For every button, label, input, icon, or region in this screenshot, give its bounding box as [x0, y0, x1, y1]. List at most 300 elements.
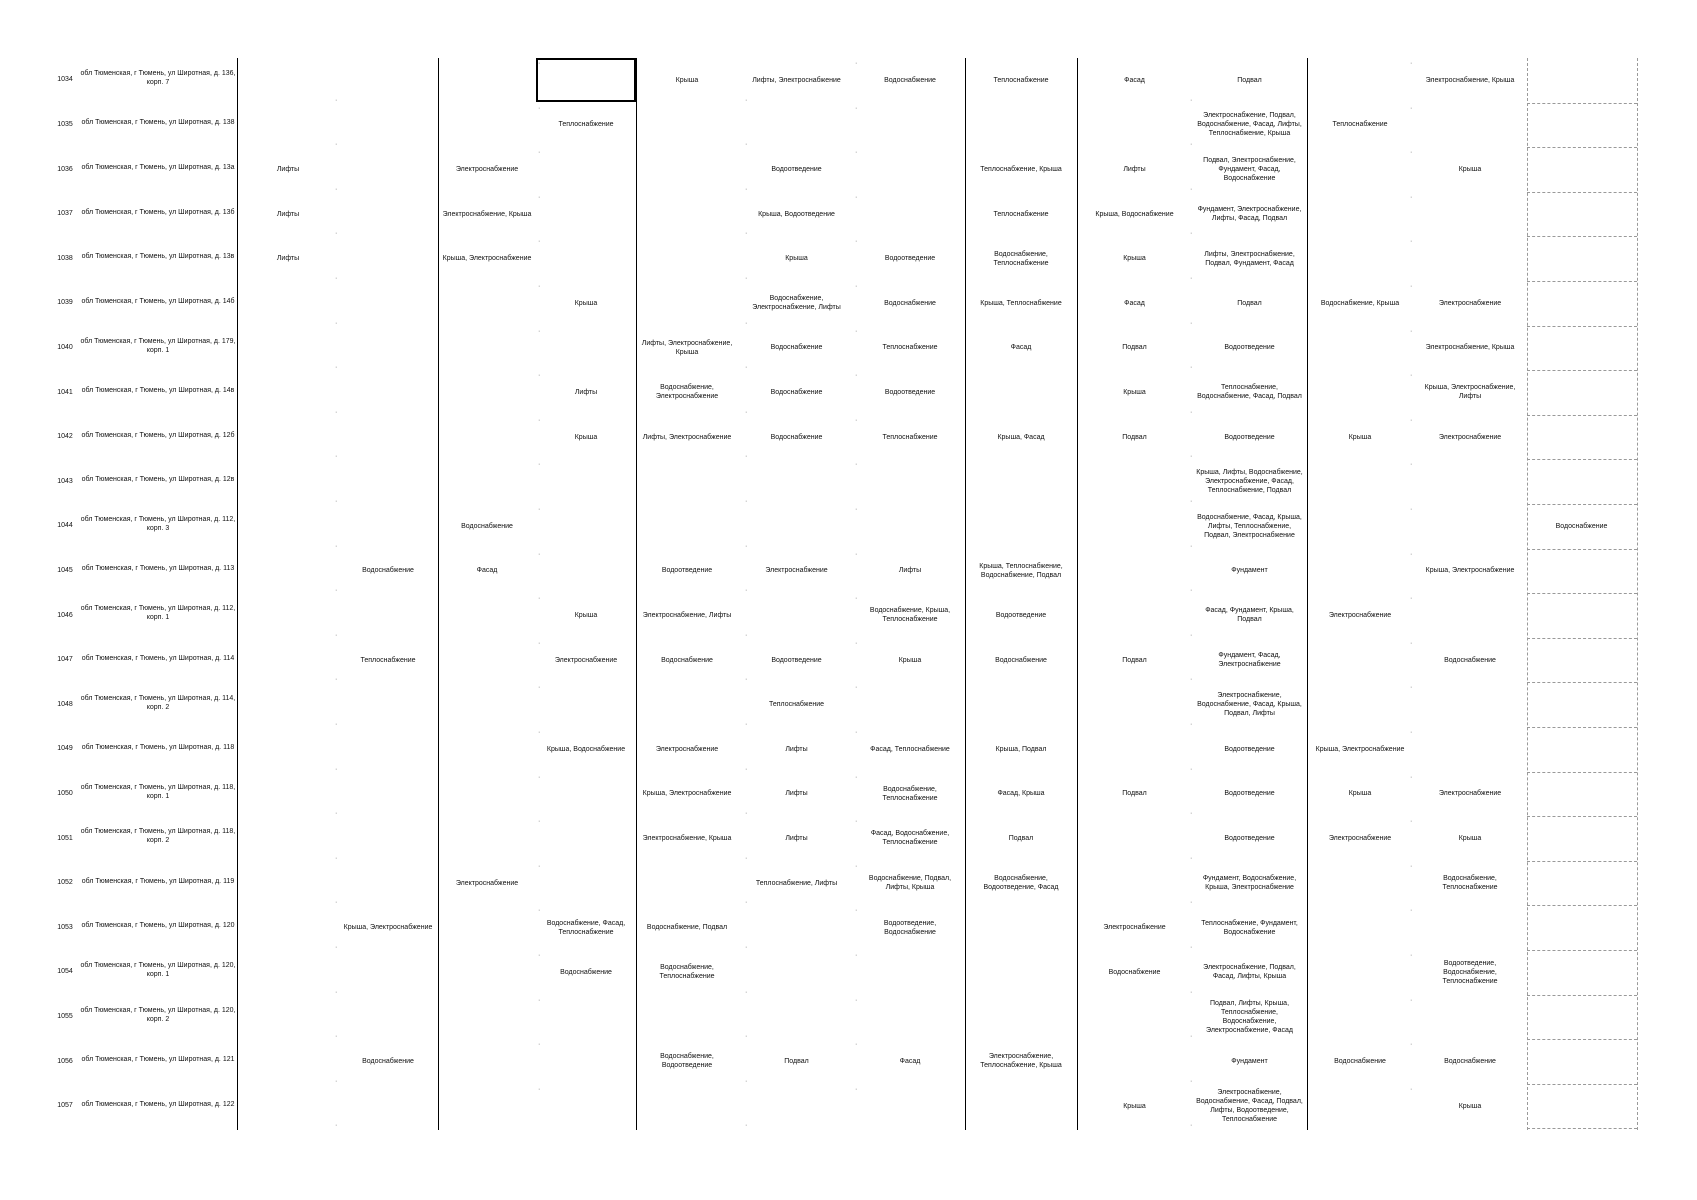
- work-type-cell[interactable]: [742, 951, 851, 994]
- work-type-cell[interactable]: [540, 550, 632, 593]
- work-type-cell[interactable]: [742, 505, 851, 548]
- work-type-cell[interactable]: [1311, 148, 1409, 191]
- work-type-cell[interactable]: [242, 996, 334, 1039]
- work-type-cell[interactable]: Крыша: [898, 656, 922, 664]
- address-cell[interactable]: обл Тюменская, г Тюмень, ул Широтная, д. 136, корп. 7: [80, 70, 236, 87]
- work-type-cell[interactable]: Водоотведение: [884, 388, 936, 396]
- work-type-cell[interactable]: [640, 996, 734, 1039]
- address-cell[interactable]: обл Тюменская, г Тюмень, ул Широтная, д. 122: [81, 1100, 235, 1108]
- work-type-cell[interactable]: [242, 906, 334, 949]
- work-type-cell[interactable]: Водоотведение, Водоснабжение, Теплоснабжение: [1442, 959, 1498, 985]
- work-type-cell[interactable]: [859, 996, 961, 1039]
- work-type-cell[interactable]: [1081, 594, 1188, 637]
- work-type-cell[interactable]: [1081, 683, 1188, 726]
- work-type-cell[interactable]: [1531, 237, 1632, 280]
- work-type-cell[interactable]: Крыша: [1458, 165, 1482, 173]
- work-type-cell[interactable]: Водоснабжение: [1444, 1057, 1496, 1065]
- work-type-cell[interactable]: Крыша, Фасад: [997, 433, 1045, 441]
- work-type-cell[interactable]: Лифты: [1123, 165, 1146, 173]
- work-type-cell[interactable]: [1081, 1040, 1188, 1083]
- work-type-cell[interactable]: [1311, 862, 1409, 905]
- work-type-cell[interactable]: [640, 237, 734, 280]
- work-type-cell[interactable]: Водоснабжение, Подвал, Лифты, Крыша: [868, 875, 952, 892]
- work-type-cell[interactable]: [1081, 862, 1188, 905]
- address-cell[interactable]: обл Тюменская, г Тюмень, ул Широтная, д. 118, корп. 1: [80, 783, 236, 800]
- work-type-cell[interactable]: Крыша: [1458, 1102, 1482, 1110]
- work-type-cell[interactable]: [342, 505, 434, 548]
- work-type-cell[interactable]: [242, 683, 334, 726]
- work-type-cell[interactable]: [1531, 282, 1632, 325]
- address-cell[interactable]: обл Тюменская, г Тюмень, ул Широтная, д. 118: [81, 743, 235, 751]
- work-type-cell[interactable]: Фасад: [899, 1057, 921, 1065]
- work-type-cell[interactable]: Водоснабжение, Фасад, Теплоснабжение: [546, 919, 626, 936]
- work-type-cell[interactable]: [442, 327, 532, 370]
- work-type-cell[interactable]: Крыша, Водоснабжение: [546, 745, 626, 753]
- work-type-cell[interactable]: [1417, 996, 1523, 1039]
- work-type-cell[interactable]: Водоотведение: [771, 165, 822, 173]
- work-type-cell[interactable]: [859, 683, 961, 726]
- work-type-cell[interactable]: Электроснабжение: [455, 165, 519, 173]
- work-type-cell[interactable]: [969, 104, 1073, 147]
- work-type-cell[interactable]: [1311, 951, 1409, 994]
- work-type-cell[interactable]: [859, 193, 961, 236]
- work-type-cell[interactable]: [1531, 862, 1632, 905]
- work-type-cell[interactable]: [1531, 59, 1632, 102]
- work-type-cell[interactable]: [1081, 104, 1188, 147]
- work-type-cell[interactable]: Крыша, Водоснабжение: [1095, 210, 1174, 218]
- address-cell[interactable]: обл Тюменская, г Тюмень, ул Широтная, д. 13в: [81, 253, 235, 261]
- work-type-cell[interactable]: [540, 773, 632, 816]
- address-cell[interactable]: обл Тюменская, г Тюмень, ул Широтная, д. 118, корп. 2: [80, 828, 236, 845]
- address-cell[interactable]: обл Тюменская, г Тюмень, ул Широтная, д. 138: [81, 119, 235, 127]
- work-type-cell[interactable]: Подвал: [1122, 344, 1147, 352]
- work-type-cell[interactable]: [342, 594, 434, 637]
- work-type-cell[interactable]: [1531, 683, 1632, 726]
- work-type-cell[interactable]: [1311, 193, 1409, 236]
- work-type-cell[interactable]: [442, 594, 532, 637]
- work-type-cell[interactable]: Крыша, Электроснабжение: [343, 924, 433, 932]
- work-type-cell[interactable]: [242, 505, 334, 548]
- work-type-cell[interactable]: [242, 1040, 334, 1083]
- work-type-cell[interactable]: [1417, 594, 1523, 637]
- work-type-cell[interactable]: [342, 773, 434, 816]
- work-type-cell[interactable]: Водоснабжение: [884, 76, 936, 84]
- work-type-cell[interactable]: Водоотведение: [661, 567, 713, 575]
- work-type-cell[interactable]: [442, 59, 532, 102]
- work-type-cell[interactable]: Лифты, Электроснабжение, Крыша: [641, 339, 733, 356]
- work-type-cell[interactable]: [242, 327, 334, 370]
- work-type-cell[interactable]: [242, 371, 334, 414]
- work-type-cell[interactable]: Электроснабжение: [765, 567, 828, 575]
- work-type-cell[interactable]: Подвал: [1122, 433, 1147, 441]
- work-type-cell[interactable]: Фасад, Крыша: [997, 790, 1045, 798]
- work-type-cell[interactable]: [442, 282, 532, 325]
- work-type-cell[interactable]: Электроснабжение, Подвал, Фасад, Лифты, Крыша: [1203, 964, 1296, 981]
- work-type-cell[interactable]: [640, 460, 734, 503]
- address-cell[interactable]: обл Тюменская, г Тюмень, ул Широтная, д. 112, корп. 3: [80, 516, 236, 533]
- work-type-cell[interactable]: Теплоснабжение: [1332, 121, 1388, 129]
- work-type-cell[interactable]: Теплоснабжение, Водоснабжение, Фасад, Подвал: [1197, 384, 1302, 401]
- work-type-cell[interactable]: [859, 951, 961, 994]
- work-type-cell[interactable]: Водоснабжение, Теплоснабжение: [1442, 875, 1498, 892]
- work-type-cell[interactable]: [1417, 104, 1523, 147]
- work-type-cell[interactable]: [1081, 728, 1188, 771]
- work-type-cell[interactable]: Электроснабжение, Крыша: [642, 834, 732, 842]
- work-type-cell[interactable]: Водоотведение: [1224, 790, 1275, 798]
- work-type-cell[interactable]: [859, 148, 961, 191]
- work-type-cell[interactable]: [342, 371, 434, 414]
- work-type-cell[interactable]: Фасад: [476, 567, 498, 575]
- address-cell[interactable]: обл Тюменская, г Тюмень, ул Широтная, д. 120, корп. 2: [80, 1006, 236, 1023]
- work-type-cell[interactable]: [640, 193, 734, 236]
- work-type-cell[interactable]: Электроснабжение, Лифты: [642, 611, 732, 619]
- work-type-cell[interactable]: Водоснабжение, Теплоснабжение: [882, 785, 938, 802]
- work-type-cell[interactable]: [1531, 1085, 1632, 1128]
- address-cell[interactable]: обл Тюменская, г Тюмень, ул Широтная, д. 114: [81, 654, 235, 662]
- work-type-cell[interactable]: Теплоснабжение: [993, 76, 1049, 84]
- work-type-cell[interactable]: [742, 1085, 851, 1128]
- work-type-cell[interactable]: [1311, 550, 1409, 593]
- work-type-cell[interactable]: Фундамент, Фасад, Электроснабжение: [1218, 652, 1281, 669]
- work-type-cell[interactable]: [1531, 104, 1632, 147]
- work-type-cell[interactable]: [540, 1040, 632, 1083]
- work-type-cell[interactable]: [342, 951, 434, 994]
- work-type-cell[interactable]: [1311, 1085, 1409, 1128]
- work-type-cell[interactable]: Водоотведение: [995, 611, 1047, 619]
- work-type-cell[interactable]: Лифты: [276, 210, 300, 218]
- work-type-cell[interactable]: [1531, 148, 1632, 191]
- work-type-cell[interactable]: [1531, 817, 1632, 860]
- work-type-cell[interactable]: Водоснабжение: [1108, 968, 1161, 976]
- work-type-cell[interactable]: Лифты: [276, 165, 300, 173]
- work-type-cell[interactable]: Крыша: [1348, 433, 1372, 441]
- work-type-cell[interactable]: Водоснабжение, Теплоснабжение: [993, 250, 1049, 267]
- work-type-cell[interactable]: [442, 683, 532, 726]
- address-cell[interactable]: обл Тюменская, г Тюмень, ул Широтная, д. 179, корп. 1: [80, 337, 236, 354]
- work-type-cell[interactable]: [859, 505, 961, 548]
- work-type-cell[interactable]: [342, 237, 434, 280]
- work-type-cell[interactable]: [242, 550, 334, 593]
- work-type-cell[interactable]: [640, 1085, 734, 1128]
- work-type-cell[interactable]: Теплоснабжение, Фундамент, Водоснабжение: [1201, 919, 1298, 936]
- work-type-cell[interactable]: [1531, 460, 1632, 503]
- work-type-cell[interactable]: [540, 237, 632, 280]
- work-type-cell[interactable]: [1531, 550, 1632, 593]
- address-cell[interactable]: обл Тюменская, г Тюмень, ул Широтная, д. 114, корп. 2: [80, 694, 236, 711]
- address-cell[interactable]: обл Тюменская, г Тюмень, ул Широтная, д. 12б: [81, 431, 235, 439]
- work-type-cell[interactable]: [442, 639, 532, 682]
- work-type-cell[interactable]: [442, 1085, 532, 1128]
- work-type-cell[interactable]: [640, 148, 734, 191]
- work-type-cell[interactable]: [969, 996, 1073, 1039]
- work-type-cell[interactable]: Электроснабжение: [1438, 299, 1502, 307]
- work-type-cell[interactable]: Водоснабжение, Водоотведение, Фасад: [983, 875, 1059, 892]
- work-type-cell[interactable]: [742, 460, 851, 503]
- work-type-cell[interactable]: Водоотведение: [1224, 834, 1275, 842]
- address-cell[interactable]: обл Тюменская, г Тюмень, ул Широтная, д. 120: [81, 922, 235, 930]
- work-type-cell[interactable]: [242, 817, 334, 860]
- work-type-cell[interactable]: [1081, 460, 1188, 503]
- work-type-cell[interactable]: [742, 594, 851, 637]
- work-type-cell[interactable]: Фасад: [1124, 76, 1145, 84]
- work-type-cell[interactable]: [540, 862, 632, 905]
- work-type-cell[interactable]: Водоснабжение, Крыша: [1320, 299, 1400, 307]
- work-type-cell[interactable]: [242, 951, 334, 994]
- work-type-cell[interactable]: [242, 594, 334, 637]
- work-type-cell[interactable]: [442, 460, 532, 503]
- work-type-cell[interactable]: [1417, 237, 1523, 280]
- work-type-cell[interactable]: Водоотведение: [884, 255, 936, 263]
- work-type-cell[interactable]: Крыша, Электроснабжение: [442, 255, 532, 263]
- work-type-cell[interactable]: [859, 1085, 961, 1128]
- work-type-cell[interactable]: Электроснабжение: [455, 879, 519, 887]
- work-type-cell[interactable]: Водоснабжение: [995, 656, 1047, 664]
- work-type-cell[interactable]: [969, 683, 1073, 726]
- work-type-cell[interactable]: Фундамент, Водоснабжение, Крыша, Электроснабжение: [1202, 875, 1297, 892]
- work-type-cell[interactable]: Электроснабжение: [1103, 924, 1166, 932]
- address-cell[interactable]: обл Тюменская, г Тюмень, ул Широтная, д. 121: [81, 1055, 235, 1063]
- work-type-cell[interactable]: Подвал: [1237, 299, 1262, 307]
- address-cell[interactable]: обл Тюменская, г Тюмень, ул Широтная, д. 14б: [81, 297, 235, 305]
- work-type-cell[interactable]: [442, 906, 532, 949]
- work-type-cell[interactable]: [540, 193, 632, 236]
- work-type-cell[interactable]: Водоснабжение, Фасад, Крыша, Лифты, Теплоснабжение, Подвал, Электроснабжение: [1197, 513, 1302, 539]
- work-type-cell[interactable]: [342, 460, 434, 503]
- work-type-cell[interactable]: [442, 951, 532, 994]
- work-type-cell[interactable]: [1081, 550, 1188, 593]
- work-type-cell[interactable]: Водоснабжение: [661, 656, 713, 664]
- work-type-cell[interactable]: [442, 996, 532, 1039]
- work-type-cell[interactable]: Водоотведение: [1224, 344, 1275, 352]
- work-type-cell[interactable]: Фундамент: [1231, 1057, 1268, 1065]
- work-type-cell[interactable]: Водоснабжение, Теплоснабжение: [659, 964, 715, 981]
- work-type-cell[interactable]: [342, 996, 434, 1039]
- work-type-cell[interactable]: Крыша, Теплоснабжение, Водоснабжение, Подвал: [979, 562, 1063, 579]
- work-type-cell[interactable]: [342, 817, 434, 860]
- work-type-cell[interactable]: Водоснабжение: [362, 567, 414, 575]
- work-type-cell[interactable]: Крыша: [1348, 790, 1372, 798]
- work-type-cell[interactable]: Крыша, Подвал: [995, 745, 1047, 753]
- work-type-cell[interactable]: [242, 862, 334, 905]
- work-type-cell[interactable]: Теплоснабжение: [993, 210, 1049, 218]
- work-type-cell[interactable]: [640, 862, 734, 905]
- work-type-cell[interactable]: Крыша: [1458, 834, 1482, 842]
- work-type-cell[interactable]: Теплоснабжение, Лифты: [755, 879, 838, 887]
- work-type-cell[interactable]: [540, 327, 632, 370]
- work-type-cell[interactable]: [442, 371, 532, 414]
- work-type-cell[interactable]: [1311, 237, 1409, 280]
- work-type-cell[interactable]: Водоснабжение, Электроснабжение: [655, 384, 719, 401]
- work-type-cell[interactable]: [1081, 817, 1188, 860]
- work-type-cell[interactable]: [742, 996, 851, 1039]
- work-type-cell[interactable]: [442, 728, 532, 771]
- work-type-cell[interactable]: Водоснабжение, Подвал: [646, 924, 728, 932]
- work-type-cell[interactable]: [1531, 416, 1632, 459]
- work-type-cell[interactable]: Электроснабжение, Крыша: [442, 210, 532, 218]
- work-type-cell[interactable]: [342, 683, 434, 726]
- work-type-cell[interactable]: [742, 906, 851, 949]
- work-type-cell[interactable]: Крыша: [1123, 255, 1146, 263]
- work-type-cell[interactable]: Лифты: [785, 790, 808, 798]
- work-type-cell[interactable]: Подвал, Лифты, Крыша, Теплоснабжение, Водоснабжение, Электроснабжение, Фасад: [1206, 999, 1293, 1034]
- work-type-cell[interactable]: Электроснабжение: [554, 656, 618, 664]
- work-type-cell[interactable]: [1531, 996, 1632, 1039]
- work-type-cell[interactable]: [1531, 1040, 1632, 1083]
- work-type-cell[interactable]: [969, 1085, 1073, 1128]
- work-type-cell[interactable]: Водоснабжение: [770, 388, 823, 396]
- work-type-cell[interactable]: Крыша: [1123, 388, 1146, 396]
- work-type-cell[interactable]: Крыша, Электроснабжение, Лифты: [1424, 384, 1516, 401]
- work-type-cell[interactable]: [242, 59, 334, 102]
- work-type-cell[interactable]: [442, 104, 532, 147]
- work-type-cell[interactable]: Лифты: [276, 255, 300, 263]
- work-type-cell[interactable]: [242, 773, 334, 816]
- work-type-cell[interactable]: Теплоснабжение: [558, 121, 614, 129]
- work-type-cell[interactable]: [242, 1085, 334, 1128]
- work-type-cell[interactable]: [342, 1085, 434, 1128]
- work-type-cell[interactable]: Подвал: [1237, 76, 1262, 84]
- work-type-cell[interactable]: [242, 639, 334, 682]
- work-type-cell[interactable]: Подвал: [1122, 790, 1147, 798]
- work-type-cell[interactable]: Подвал: [1008, 834, 1034, 842]
- work-type-cell[interactable]: [242, 282, 334, 325]
- work-type-cell[interactable]: [1311, 460, 1409, 503]
- work-type-cell[interactable]: [1311, 639, 1409, 682]
- work-type-cell[interactable]: Электроснабжение: [1438, 433, 1502, 441]
- work-type-cell[interactable]: Лифты: [785, 745, 808, 753]
- work-type-cell[interactable]: [969, 505, 1073, 548]
- work-type-cell[interactable]: [1311, 327, 1409, 370]
- work-type-cell[interactable]: [242, 416, 334, 459]
- work-type-cell[interactable]: [1311, 683, 1409, 726]
- work-type-cell[interactable]: [540, 148, 632, 191]
- work-type-cell[interactable]: Фасад, Фундамент, Крыша, Подвал: [1205, 607, 1294, 624]
- work-type-cell[interactable]: [242, 460, 334, 503]
- work-type-cell[interactable]: [342, 193, 434, 236]
- work-type-cell[interactable]: Электроснабжение, Водоснабжение, Фасад, Крыша, Подвал, Лифты: [1197, 692, 1302, 718]
- work-type-cell[interactable]: [442, 817, 532, 860]
- work-type-cell[interactable]: Лифты: [574, 388, 598, 396]
- work-type-cell[interactable]: Теплоснабжение: [768, 701, 825, 709]
- work-type-cell[interactable]: [640, 505, 734, 548]
- address-cell[interactable]: обл Тюменская, г Тюмень, ул Широтная, д. 120, корп. 1: [80, 962, 236, 979]
- work-type-cell[interactable]: Водоснабжение: [1334, 1057, 1386, 1065]
- work-type-cell[interactable]: [442, 773, 532, 816]
- work-type-cell[interactable]: Водоотведение: [1224, 745, 1275, 753]
- work-type-cell[interactable]: [1531, 371, 1632, 414]
- work-type-cell[interactable]: Водоотведение, Водоснабжение: [883, 919, 937, 936]
- work-type-cell[interactable]: Водоснабжение: [362, 1057, 414, 1065]
- work-type-cell[interactable]: Фасад: [1010, 344, 1032, 352]
- work-type-cell[interactable]: [342, 862, 434, 905]
- work-type-cell[interactable]: [540, 1085, 632, 1128]
- work-type-cell[interactable]: Электроснабжение, Подвал, Водоснабжение, Фасад, Лифты, Теплоснабжение, Крыша: [1197, 112, 1302, 138]
- work-type-cell[interactable]: Крыша, Электроснабжение: [1315, 745, 1405, 753]
- work-type-cell[interactable]: Электроснабжение: [1328, 834, 1392, 842]
- work-type-cell[interactable]: Лифты, Электроснабжение: [752, 76, 841, 84]
- address-cell[interactable]: обл Тюменская, г Тюмень, ул Широтная, д. 119: [81, 877, 235, 885]
- work-type-cell[interactable]: Крыша: [675, 76, 699, 84]
- work-type-cell[interactable]: [1417, 505, 1523, 548]
- work-type-cell[interactable]: [342, 148, 434, 191]
- work-type-cell[interactable]: Электроснабжение: [1438, 790, 1502, 798]
- work-type-cell[interactable]: [969, 951, 1073, 994]
- work-type-cell[interactable]: [1531, 951, 1632, 994]
- work-type-cell[interactable]: Подвал, Электроснабжение, Фундамент, Фасад, Водоснабжение: [1203, 156, 1296, 182]
- work-type-cell[interactable]: Электроснабжение, Крыша: [1425, 344, 1515, 352]
- work-type-cell[interactable]: [540, 460, 632, 503]
- address-cell[interactable]: обл Тюменская, г Тюмень, ул Широтная, д. 112, корп. 1: [80, 605, 236, 622]
- work-type-cell[interactable]: [1311, 505, 1409, 548]
- work-type-cell[interactable]: [342, 327, 434, 370]
- work-type-cell[interactable]: Водоснабжение: [770, 344, 823, 352]
- work-type-cell[interactable]: [1417, 460, 1523, 503]
- work-type-cell[interactable]: [1531, 594, 1632, 637]
- work-type-cell[interactable]: [342, 104, 434, 147]
- work-type-cell[interactable]: [442, 1040, 532, 1083]
- work-type-cell[interactable]: Электроснабжение: [655, 745, 719, 753]
- work-type-cell[interactable]: Подвал: [1122, 656, 1147, 664]
- work-type-cell[interactable]: Подвал: [784, 1057, 809, 1065]
- work-type-cell[interactable]: Фундамент, Электроснабжение, Лифты, Фасад, Подвал: [1197, 206, 1302, 223]
- work-type-cell[interactable]: [342, 416, 434, 459]
- work-type-cell[interactable]: [540, 59, 632, 102]
- work-type-cell[interactable]: [1417, 683, 1523, 726]
- work-type-cell[interactable]: [640, 683, 734, 726]
- work-type-cell[interactable]: [1531, 639, 1632, 682]
- work-type-cell[interactable]: [1531, 773, 1632, 816]
- work-type-cell[interactable]: [1417, 193, 1523, 236]
- work-type-cell[interactable]: [1417, 906, 1523, 949]
- work-type-cell[interactable]: Водоснабжение, Электроснабжение, Лифты: [752, 295, 841, 312]
- work-type-cell[interactable]: [1311, 371, 1409, 414]
- work-type-cell[interactable]: Лифты: [785, 834, 808, 842]
- work-type-cell[interactable]: Лифты: [898, 567, 922, 575]
- address-cell[interactable]: обл Тюменская, г Тюмень, ул Широтная, д. 13а: [81, 163, 235, 171]
- work-type-cell[interactable]: [1531, 327, 1632, 370]
- work-type-cell[interactable]: Крыша: [1123, 1102, 1146, 1110]
- work-type-cell[interactable]: Фундамент: [1231, 567, 1268, 575]
- work-type-cell[interactable]: [1531, 728, 1632, 771]
- work-type-cell[interactable]: Водоснабжение: [461, 522, 513, 530]
- work-type-cell[interactable]: Электроснабжение, Крыша: [1425, 76, 1515, 84]
- work-type-cell[interactable]: Теплоснабжение: [882, 344, 938, 352]
- work-type-cell[interactable]: Водоснабжение: [884, 299, 936, 307]
- work-type-cell[interactable]: [742, 104, 851, 147]
- work-type-cell[interactable]: [342, 59, 434, 102]
- work-type-cell[interactable]: [640, 282, 734, 325]
- work-type-cell[interactable]: [969, 906, 1073, 949]
- work-type-cell[interactable]: [1417, 728, 1523, 771]
- work-type-cell[interactable]: [640, 104, 734, 147]
- work-type-cell[interactable]: Лифты, Электроснабжение, Подвал, Фундамент, Фасад: [1204, 250, 1295, 267]
- work-type-cell[interactable]: Крыша, Электроснабжение: [642, 790, 732, 798]
- work-type-cell[interactable]: [1311, 59, 1409, 102]
- work-type-cell[interactable]: [969, 371, 1073, 414]
- work-type-cell[interactable]: [540, 996, 632, 1039]
- work-type-cell[interactable]: Крыша: [574, 299, 598, 307]
- work-type-cell[interactable]: Теплоснабжение, Крыша: [980, 165, 1062, 173]
- work-type-cell[interactable]: Водоснабжение, Крыша, Теплоснабжение: [869, 607, 951, 624]
- work-type-cell[interactable]: Водоснабжение: [770, 433, 823, 441]
- work-type-cell[interactable]: [1081, 996, 1188, 1039]
- work-type-cell[interactable]: Крыша, Электроснабжение: [1425, 567, 1515, 575]
- work-type-cell[interactable]: [1531, 193, 1632, 236]
- work-type-cell[interactable]: [540, 683, 632, 726]
- work-type-cell[interactable]: [342, 282, 434, 325]
- work-type-cell[interactable]: Водоснабжение: [1444, 656, 1496, 664]
- work-type-cell[interactable]: Водоснабжение: [1555, 522, 1608, 530]
